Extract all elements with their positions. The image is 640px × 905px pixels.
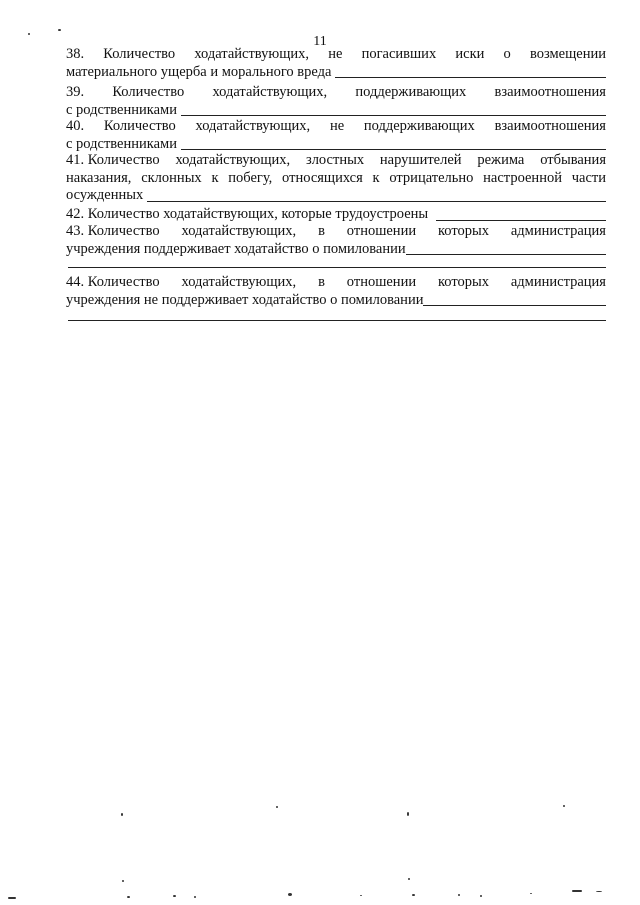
word: ходатайствующих,: [181, 223, 297, 239]
word: которых: [437, 274, 489, 290]
word: 41. Количество: [66, 152, 160, 168]
scan-speck: [127, 896, 130, 898]
item-41-line-3: [66, 187, 606, 205]
word: взаимоотношения: [494, 118, 606, 134]
word: 39.: [66, 84, 85, 100]
scan-speck: [530, 893, 532, 894]
item-39-line-1: [66, 84, 606, 102]
scan-speck: [563, 805, 565, 807]
word: администрация: [510, 223, 606, 239]
answer-blank[interactable]: [423, 293, 606, 306]
item-42-text: 42. Количество ходатайствующих, которые трудоустроены: [66, 206, 429, 222]
word: Количество: [103, 46, 176, 62]
item-43-line-2: [66, 241, 606, 259]
item-38-text: материального ущерба и морального вреда: [66, 63, 332, 80]
word: к: [211, 169, 219, 186]
item-40-line-2: [66, 136, 606, 154]
word: отношении: [346, 274, 417, 290]
scan-speck: [458, 894, 460, 896]
answer-line[interactable]: [68, 267, 606, 268]
word: настроенной: [483, 169, 562, 186]
scan-speck: [480, 895, 482, 897]
word: злостных: [305, 152, 365, 168]
word: иски: [455, 46, 485, 62]
item-40-line-1: [66, 118, 606, 136]
word: склонных: [141, 169, 202, 186]
word: к: [372, 169, 380, 186]
word: ходатайствующих,: [175, 152, 291, 168]
word: наказания,: [66, 169, 132, 186]
scan-speck: [173, 895, 176, 897]
item-42: [66, 206, 606, 224]
item-43-line-1: [66, 223, 606, 241]
word: 40.: [66, 118, 85, 134]
answer-blank[interactable]: [181, 103, 606, 116]
word: нарушителей: [379, 152, 462, 168]
answer-blank[interactable]: [436, 208, 606, 221]
scan-speck: [407, 812, 409, 816]
word: режима: [477, 152, 525, 168]
word: в: [318, 223, 325, 239]
word: погасивших: [361, 46, 437, 62]
word: возмещении: [529, 46, 606, 62]
item-41-line-2: [66, 170, 606, 188]
item-38: [66, 46, 606, 81]
scan-speck: [58, 29, 61, 31]
item-41-line-1: [66, 152, 606, 170]
item-39-line-2: [66, 102, 606, 120]
answer-blank[interactable]: [335, 65, 606, 78]
item-39: [66, 84, 606, 119]
word: о: [503, 46, 511, 62]
word: 43. Количество: [66, 223, 160, 239]
word: ходатайствующих,: [181, 274, 297, 290]
scan-speck: [276, 806, 278, 808]
scan-speck: [121, 813, 123, 816]
word: не: [329, 118, 345, 134]
scan-speck: [288, 893, 292, 896]
scan-speck: [122, 880, 124, 882]
word: которых: [437, 223, 489, 239]
item-41: [66, 152, 606, 205]
word: в: [318, 274, 325, 290]
scan-speck: [28, 33, 30, 35]
scan-speck: [412, 894, 415, 896]
item-43: [66, 223, 606, 258]
item-39-text: с родственниками: [66, 101, 177, 118]
word: отношении: [346, 223, 417, 239]
scan-speck: [360, 895, 362, 896]
item-44: [66, 274, 606, 309]
item-38-line-1: [66, 46, 606, 64]
word: ходатайствующих,: [212, 84, 328, 100]
word: части: [571, 169, 606, 186]
answer-blank[interactable]: [147, 189, 606, 202]
item-42-line-1: [66, 206, 606, 224]
word: поддерживающих: [363, 118, 475, 134]
word: Количество: [103, 118, 176, 134]
item-44-text: учреждения не поддерживает ходатайство о помиловании: [66, 291, 424, 308]
word: 44. Количество: [66, 274, 160, 290]
item-44-line-2: [66, 292, 606, 310]
item-44-line-1: [66, 274, 606, 292]
item-40: [66, 118, 606, 153]
scan-speck: [572, 890, 582, 892]
word: администрация: [510, 274, 606, 290]
scan-speck: [408, 878, 410, 880]
answer-blank[interactable]: [406, 242, 606, 255]
scan-speck: [194, 896, 196, 898]
item-43-text: учреждения поддерживает ходатайство о помиловании: [66, 240, 406, 257]
answer-blank[interactable]: [181, 137, 606, 150]
word: побегу,: [228, 169, 273, 186]
word: поддерживающих: [355, 84, 467, 100]
scan-speck: [8, 897, 16, 899]
page-number: 11: [313, 34, 327, 49]
word: взаимоотношения: [494, 84, 606, 100]
scan-speck: [596, 891, 602, 892]
word: ходатайствующих,: [195, 118, 311, 134]
word: не: [328, 46, 343, 62]
word: отрицательно: [389, 169, 474, 186]
word: относящихся: [282, 169, 363, 186]
answer-line[interactable]: [68, 320, 606, 321]
item-38-line-2: [66, 64, 606, 82]
item-41-text: осужденных: [66, 187, 144, 203]
word: 38.: [66, 46, 85, 62]
word: ходатайствующих,: [194, 46, 310, 62]
word: Количество: [112, 84, 185, 100]
word: отбывания: [540, 152, 606, 168]
item-40-text: с родственниками: [66, 135, 177, 152]
